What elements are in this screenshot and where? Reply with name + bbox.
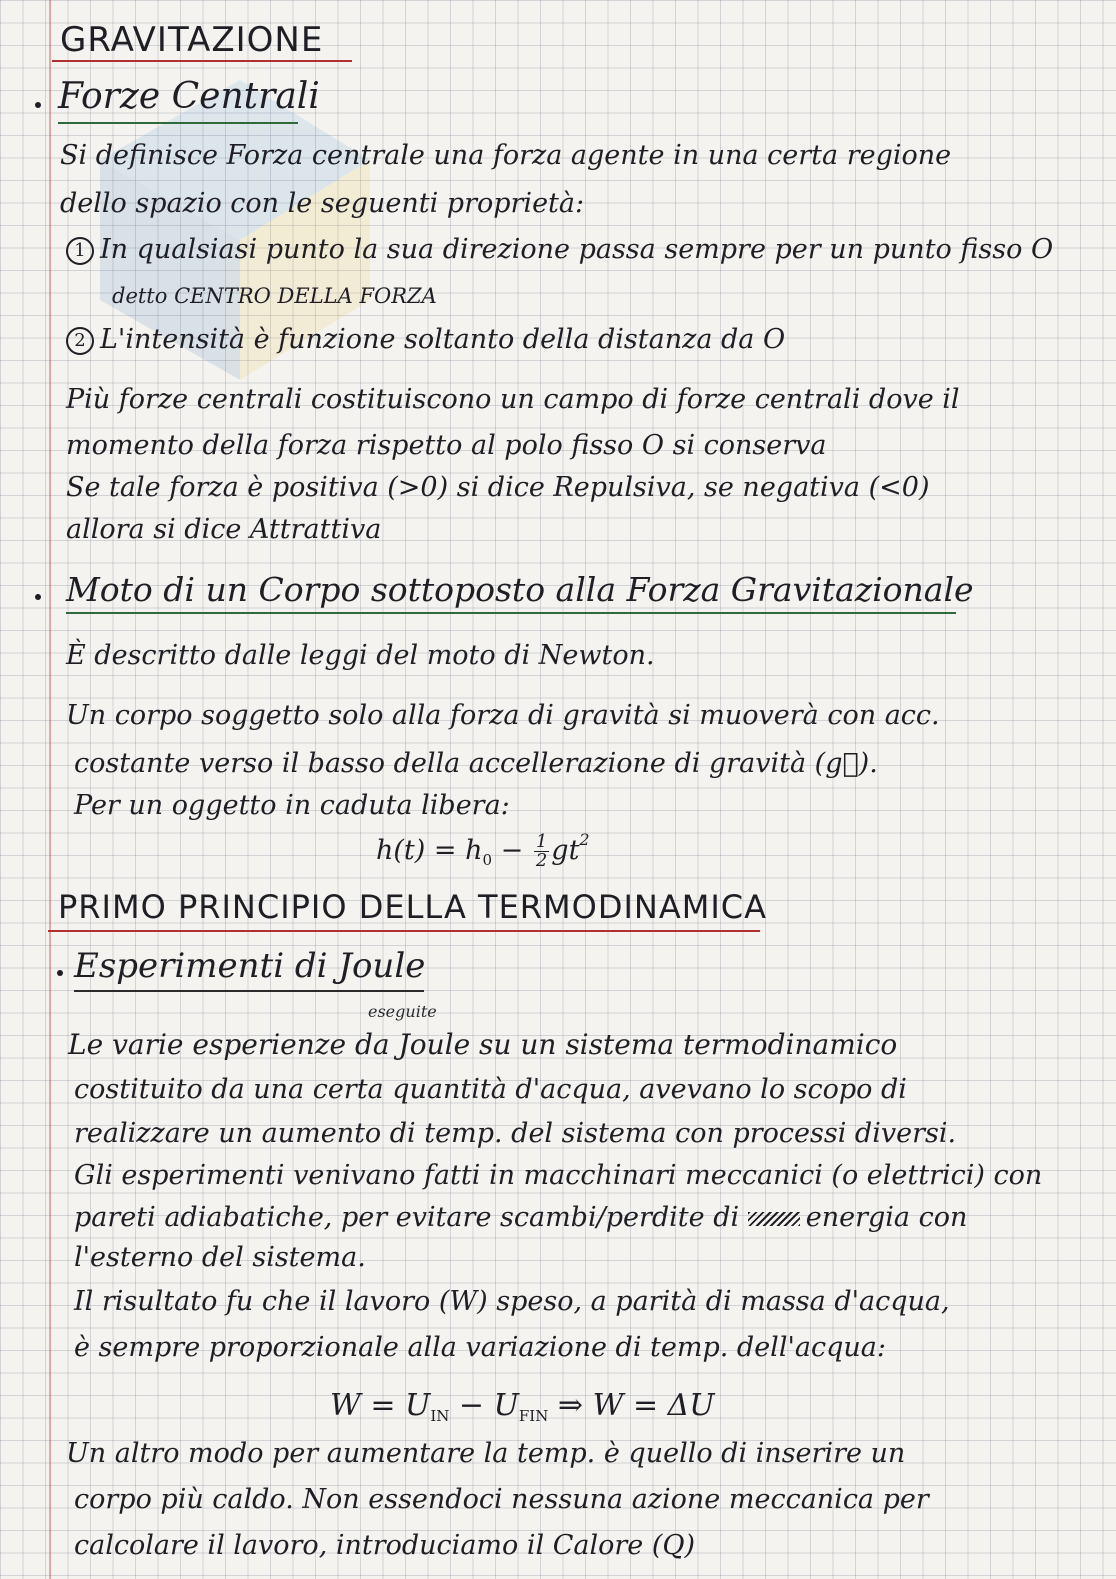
formula-subscript: 0 (482, 851, 493, 869)
text-line: calcolare il lavoro, introduciamo il Calore (Q) (74, 1530, 696, 1561)
text-line: Il risultato fu che il lavoro (W) speso, a parità di massa d'acqua, (74, 1286, 950, 1317)
text-line: Se tale forza è positiva (>0) si dice Repulsiva, se negativa (<0) (66, 472, 930, 503)
heading-underline (74, 990, 424, 992)
title-underline (48, 930, 760, 932)
property-1 (66, 234, 1053, 265)
text-line: Le varie esperienze da Joule su un sistema termodinamico (68, 1028, 898, 1061)
text-line: È descritto dalle leggi del moto di Newton. (66, 640, 655, 671)
title-underline (52, 60, 352, 62)
text-line: costituito da una certa quantità d'acqua, avevano lo scopo di (74, 1074, 907, 1105)
formula-part: gt (551, 835, 580, 866)
text-line: costante verso il basso della accellerazione di gravità (g⃗). (74, 748, 878, 779)
formula-caduta-libera (376, 830, 590, 870)
heading-forze-centrali: Forze Centrali (58, 76, 320, 117)
formula-fraction (534, 833, 549, 870)
heading-joule: Esperimenti di Joule (74, 946, 426, 986)
text-part: energia con (805, 1202, 968, 1233)
formula-part: ⇒ W = ΔU (548, 1388, 715, 1423)
property-2 (66, 324, 785, 355)
property-text: In qualsiasi punto la sua direzione passa sempre per un punto fisso O (100, 234, 1054, 265)
number-circle: 1 (66, 237, 94, 265)
number-circle: 2 (66, 327, 94, 355)
heading-moto: Moto di un Corpo sottoposto alla Forza Gravitazionale (66, 570, 974, 609)
text-line: corpo più caldo. Non essendoci nessuna azione meccanica per (74, 1484, 929, 1515)
formula-part: h(t) = h (376, 835, 483, 866)
formula-part: − U (449, 1388, 519, 1423)
margin-line (49, 0, 51, 1579)
bullet (35, 594, 41, 600)
scribble-mark (748, 1212, 800, 1226)
text-line: realizzare un aumento di temp. del sistema con processi diversi. (74, 1118, 957, 1149)
text-line: momento della forza rispetto al polo fisso O si conserva (66, 430, 827, 461)
text-line: Un corpo soggetto solo alla forza di gravità si muoverà con acc. (66, 700, 940, 731)
text-line: l'esterno del sistema. (74, 1242, 366, 1273)
text-line: Più forze centrali costituiscono un campo di forze centrali dove il (66, 384, 960, 415)
text-line (74, 1202, 967, 1233)
formula-joule (330, 1388, 715, 1425)
formula-exponent: 2 (579, 830, 590, 849)
heading-underline (66, 612, 956, 614)
text-part: pareti adiabatiche, per evitare scambi/perdite di (74, 1202, 740, 1233)
formula-subscript: FIN (518, 1407, 549, 1425)
text-line: allora si dice Attrattiva (66, 514, 382, 545)
formula-subscript: IN (430, 1407, 450, 1425)
formula-part: W = U (330, 1388, 431, 1423)
text-line: è sempre proporzionale alla variazione di temp. dell'acqua: (74, 1332, 886, 1363)
bullet (35, 102, 41, 108)
fraction-denominator: 2 (535, 850, 548, 871)
heading-underline (58, 122, 298, 124)
text-line: Per un oggetto in caduta libera: (74, 790, 510, 821)
formula-part: − (492, 835, 532, 866)
property-1-cont: detto CENTRO DELLA FORZA (112, 284, 437, 308)
bullet (57, 970, 63, 976)
text-line: dello spazio con le seguenti proprietà: (60, 188, 585, 219)
text-line: Un altro modo per aumentare la temp. è quello di inserire un (66, 1438, 906, 1469)
title-gravitazione: GRAVITAZIONE (60, 20, 324, 60)
title-termodinamica: PRIMO PRINCIPIO DELLA TERMODINAMICA (58, 888, 768, 926)
caret-insertion-note: eseguite (368, 1002, 437, 1021)
text-line: Gli esperimenti venivano fatti in macchinari meccanici (o elettrici) con (74, 1160, 1043, 1191)
fraction-numerator: 1 (535, 831, 548, 852)
text-line: Si definisce Forza centrale una forza agente in una certa regione (60, 140, 952, 171)
property-text: L'intensità è funzione soltanto della distanza da O (100, 324, 786, 355)
